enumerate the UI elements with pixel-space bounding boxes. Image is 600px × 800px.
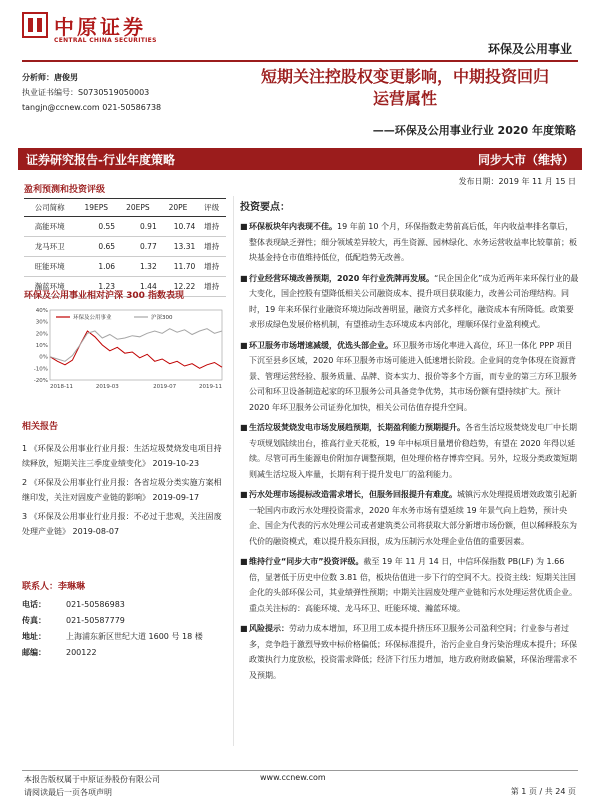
related-item[interactable]: 2 《环保及公用事业行业月报：各省垃圾分类实施方案相继印发，关注对固废产业链的影响》 2019-09-17 bbox=[22, 478, 222, 502]
contact-value: 上海浦东新区世纪大道 1600 号 18 楼 bbox=[66, 632, 203, 641]
point-heading: 风险提示： bbox=[249, 624, 289, 633]
table-cell: 10.74 bbox=[159, 217, 198, 237]
table-cell: 0.77 bbox=[117, 237, 159, 257]
header-rule bbox=[22, 60, 578, 62]
x-tick-label: 2019-07 bbox=[153, 384, 177, 390]
legend-label: 沪深300 bbox=[151, 315, 173, 321]
table-cell: 增持 bbox=[197, 237, 226, 257]
table-cell: 0.65 bbox=[75, 237, 117, 257]
col-header: 20PE bbox=[159, 199, 198, 217]
analyst-name: 分析师：唐俊男 bbox=[22, 73, 78, 82]
footer-left bbox=[24, 773, 160, 799]
bullet-icon: ■ bbox=[240, 557, 248, 566]
table-cell: 瀚蓝环境 bbox=[24, 277, 75, 297]
analyst-cert: 执业证书编号：S0730519050003 bbox=[22, 88, 150, 97]
column-divider bbox=[233, 196, 234, 746]
point-body: 环卫服务市场化率进入高位，环卫一体化 PPP 项目下沉至县乡区域，2020 年环卫服务市场可能进入低速增长阶段。企业间的竞争体现在资源背景、管理运营经验、服务质量、品牌、资本实力、报价等多个方面，而专业的第三方环卫服务公司和环卫设备制造起家的环卫服务公司具备竞争优势，其市场份额有望持续扩大。预计 2020 年环卫服务公司证券化加快，相关公司估值存提升空间。 bbox=[249, 340, 577, 412]
table-cell: 1.32 bbox=[117, 257, 159, 277]
contact-row bbox=[22, 597, 227, 613]
table-cell: 0.55 bbox=[75, 217, 117, 237]
related-item[interactable]: 1 《环保及公用事业行业月报：生活垃圾焚烧发电项目持续释放，短期关注三季度业绩变化》 2019-10-23 bbox=[22, 444, 222, 468]
footer-rule bbox=[22, 770, 578, 771]
point-item bbox=[240, 271, 580, 333]
chart-svg bbox=[24, 304, 226, 394]
contact-row bbox=[22, 613, 227, 629]
point-item bbox=[240, 420, 580, 482]
report-subtitle: ——环保及公用事业行业 2020 年度策略 bbox=[372, 124, 576, 137]
table-cell: 旺能环境 bbox=[24, 257, 75, 277]
contact-info bbox=[22, 579, 227, 661]
relative-performance-chart bbox=[24, 304, 226, 394]
col-header: 20EPS bbox=[117, 199, 159, 217]
contact-value: 021-50587779 bbox=[66, 616, 125, 625]
contact-key: 地址： bbox=[22, 632, 46, 641]
bullet-icon: ■ bbox=[240, 222, 248, 231]
table-cell: 增持 bbox=[197, 277, 226, 297]
point-body: “民企国企化”成为近两年来环保行业的最大变化，国企控股有望降低相关公司融资成本、提升项目获取能力，改善公司治理结构。同时，19 年来环保行业融资环境边际改善明显，融资方式多样化，融资成本有所降低。政策要求形成绿色发展价格机制，有望推动生态环境成本内部化，理顺环保行业盈利模式。 bbox=[249, 273, 579, 329]
point-heading: 污水处理市场提标改造需求增长，但服务回报提升有难度。 bbox=[249, 490, 457, 499]
table-cell: 0.91 bbox=[117, 217, 159, 237]
page-number: 第 1 页 / 共 24 页 bbox=[510, 787, 576, 796]
logo-mark-icon bbox=[22, 12, 48, 38]
contact-key: 电话： bbox=[22, 600, 46, 609]
report-title-line2: 运营属性 bbox=[372, 89, 437, 108]
y-tick-label: 20% bbox=[35, 331, 48, 338]
report-banner bbox=[18, 148, 582, 170]
table-cell: 高能环境 bbox=[24, 217, 75, 237]
point-item bbox=[240, 621, 580, 683]
forecast-table bbox=[24, 198, 226, 297]
bullet-icon: ■ bbox=[240, 624, 248, 633]
y-tick-label: 10% bbox=[35, 343, 48, 349]
table-cell: 12.22 bbox=[159, 277, 198, 297]
related-reports bbox=[22, 420, 227, 543]
disclaimer-link[interactable]: 请阅读最后一页各项声明 bbox=[24, 788, 112, 797]
website-link[interactable]: www.ccnew.com bbox=[260, 773, 326, 782]
publish-date: 发布日期：2019 年 11 月 15 日 bbox=[458, 177, 576, 186]
chart-title: 环保及公用事业相对沪深 300 指数表现 bbox=[24, 291, 185, 301]
table-cell: 11.70 bbox=[159, 257, 198, 277]
y-tick-label: 30% bbox=[35, 319, 48, 326]
x-tick-label: 2019-03 bbox=[95, 384, 119, 390]
point-item bbox=[240, 219, 580, 266]
header-industry: 环保及公用事业 bbox=[487, 42, 572, 56]
contact-key: 邮编： bbox=[22, 648, 46, 657]
point-item bbox=[240, 554, 580, 616]
point-heading: 维持行业“同步大市”投资评级。 bbox=[249, 557, 364, 566]
table-cell: 增持 bbox=[197, 217, 226, 237]
x-tick-label: 2018-11 bbox=[50, 384, 73, 390]
col-header: 19EPS bbox=[75, 199, 117, 217]
point-body: 19 年前 10 个月，环保指数走势前高后低，年内收益率排名靠后，整体表现缺乏弹性；细分领域差异较大，再生资源、园林绿化、水务运营收益率比较靠前；板块基金持仓市值维持低位，低配趋势无改善。 bbox=[249, 222, 577, 262]
bullet-icon: ■ bbox=[240, 490, 248, 499]
bullet-icon: ■ bbox=[240, 273, 248, 283]
related-title: 相关报告 bbox=[22, 422, 59, 432]
investment-points bbox=[240, 198, 580, 688]
report-title bbox=[230, 66, 580, 110]
col-header: 评级 bbox=[197, 199, 226, 217]
point-body: 截至 19 年 11 月 14 日，中信环保指数 PB(LF) 为 1.66 倍，显著低于历史中位数 3.81 倍，板块估值进一步下行的空间不大。投资主线：短期关注国企化的头部环保公司，其业绩弹性预期；中期关注固废处理产业链和污水处理运营优质企业。重点关注标的：高能环境、龙马环卫、旺能环境、瀚蓝环境。 bbox=[249, 557, 577, 613]
logo-text-cn: 中原证券 bbox=[54, 15, 146, 39]
contact-value: 021-50586983 bbox=[66, 600, 125, 609]
contact-key: 传真： bbox=[22, 616, 46, 625]
series-line bbox=[50, 329, 222, 362]
y-tick-label: 0% bbox=[39, 354, 48, 361]
y-tick-label: 40% bbox=[35, 308, 48, 314]
point-item bbox=[240, 487, 580, 549]
table-cell: 1.23 bbox=[75, 277, 117, 297]
point-body: 各省生活垃圾焚烧发电厂中长期专项规划陆续出台，推高行业天花板，19 年中标项目量增价稳趋势，有望在 2020 年得以延续。尽管可再生能源电价附加存调整预期，但处理价格存博弈空间。另外，垃圾分类政策短期则减生活垃圾入库量，长期有利于提升发电厂的盈利能力。 bbox=[249, 423, 577, 479]
contact-title: 联系人：李琳琳 bbox=[22, 582, 86, 592]
contact-row bbox=[22, 645, 227, 661]
point-item bbox=[240, 338, 580, 416]
analyst-info bbox=[22, 70, 222, 115]
contact-row bbox=[22, 629, 227, 645]
industry-rating: 同步大市（维持） bbox=[477, 153, 574, 167]
analyst-contact: tangjn@ccnew.com 021-50586738 bbox=[22, 103, 162, 112]
forecast-title: 盈利预测和投资评级 bbox=[24, 185, 106, 195]
report-title-line1: 短期关注控股权变更影响，中期投资回归 bbox=[260, 67, 549, 86]
point-heading: 行业经营环境改善预期，2020 年行业洗牌再发展。 bbox=[249, 273, 435, 283]
bullet-icon: ■ bbox=[240, 423, 248, 432]
contact-value: 200122 bbox=[66, 648, 97, 657]
table-row bbox=[24, 217, 226, 237]
x-tick-label: 2019-11 bbox=[199, 384, 222, 390]
point-body: 劳动力成本增加，环卫用工成本提升挤压环卫服务公司盈利空间；行业参与者过多，竞争趋于激烈导致中标价格偏低；环保标准提升，治污企业自身污染治理成本提升；环保政策执行力度放松，投资需求降低；经济下行压力增加，地方政府财政偏紧，环保治理需求不及预期。 bbox=[249, 624, 577, 680]
copyright-text: 本报告版权属于中原证券股份有限公司 bbox=[24, 775, 160, 784]
y-tick-label: -10% bbox=[33, 366, 48, 373]
related-item[interactable]: 3 《环保及公用事业行业月报：不必过于悲观，关注固废处理产业链》 2019-08-07 bbox=[22, 512, 222, 536]
points-title: 投资要点： bbox=[240, 202, 290, 213]
table-cell: 1.44 bbox=[117, 277, 159, 297]
table-row bbox=[24, 257, 226, 277]
table-cell: 增持 bbox=[197, 257, 226, 277]
forecast-table-wrap bbox=[24, 198, 226, 297]
table-cell: 1.06 bbox=[75, 257, 117, 277]
point-heading: 生活垃圾焚烧发电市场发展趋预期，长期盈利能力预期提升。 bbox=[249, 423, 465, 432]
bullet-icon: ■ bbox=[240, 340, 248, 350]
legend-label: 环保及公用事业 bbox=[73, 315, 112, 321]
col-header: 公司简称 bbox=[24, 199, 75, 217]
y-tick-label: -20% bbox=[33, 378, 48, 384]
table-cell: 13.31 bbox=[159, 237, 198, 257]
table-row bbox=[24, 237, 226, 257]
table-cell: 龙马环卫 bbox=[24, 237, 75, 257]
report-type: 证券研究报告-行业年度策略 bbox=[26, 153, 175, 167]
forecast-header-row bbox=[24, 199, 226, 217]
point-body: 城镇污水处理提质增效政策引起新一轮国内市政污水处理投资需求，2020 年水务市场有望延续 19 年景气向上趋势，预计央企、国企为代表的污水处理公司或者建筑类公司将获取大部分新增市场份额，但以稀释股东为代价的融资模式，难以提升股东回报，成为压制污水处理企业估值的重要因素。 bbox=[249, 490, 577, 546]
point-heading: 环保板块年内表现不佳。 bbox=[249, 222, 337, 231]
point-heading: 环卫服务市场增速减缓，优选头部企业。 bbox=[249, 340, 393, 350]
logo-text-en: CENTRAL CHINA SECURITIES bbox=[54, 37, 157, 44]
company-logo bbox=[22, 10, 207, 50]
